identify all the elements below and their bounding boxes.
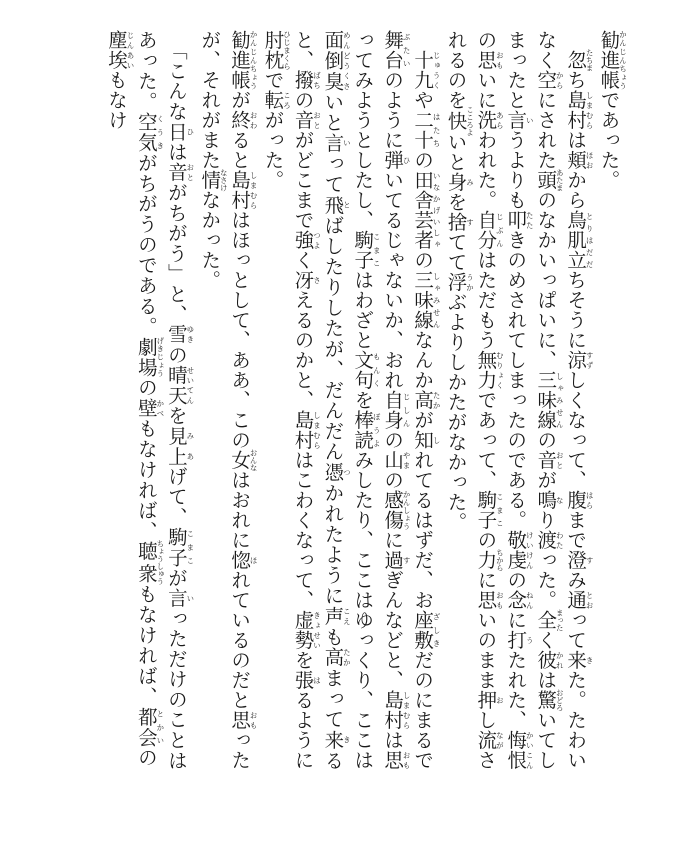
furigana-reading: き [342, 729, 352, 750]
furigana-word: 肘枕ひじまくら [261, 30, 292, 70]
furigana-reading: たた [525, 210, 535, 230]
furigana-word: 言い [321, 132, 352, 154]
furigana-reading: おも [495, 50, 505, 70]
furigana-word: 駒子こまこ [164, 527, 195, 568]
furigana-reading: ほ [249, 550, 259, 570]
furigana-reading: いなかげいしゃ [432, 170, 442, 250]
furigana-reading: おと [312, 110, 322, 130]
furigana-reading: み [465, 172, 475, 192]
furigana-reading: とお [585, 590, 595, 610]
furigana-word: 舞台ぶたい [381, 30, 412, 70]
furigana-reading: げきじょう [155, 336, 165, 378]
furigana-reading: わた [555, 530, 565, 550]
furigana-word: 声こえ [321, 606, 352, 627]
furigana-reading: おわ [249, 110, 259, 130]
furigana-reading: ねん [525, 590, 535, 610]
furigana-reading: おも [402, 750, 412, 770]
furigana-reading: な [555, 490, 565, 510]
furigana-reading: むりょく [495, 350, 505, 390]
furigana-word: 田舎芸者いなかげいしゃ [411, 170, 442, 250]
furigana-reading: う [525, 630, 535, 650]
furigana-word: 過す [381, 550, 412, 570]
furigana-reading: せいてん [185, 364, 195, 406]
furigana-word: 音おと [291, 110, 322, 130]
furigana-word: 敬虔けいけん [504, 530, 535, 570]
furigana-reading: しまむら [585, 90, 595, 130]
furigana-reading: こまこ [372, 230, 382, 270]
furigana-word: 勧進帳かんじんちょう [228, 30, 259, 90]
furigana-reading: くうき [155, 111, 165, 153]
furigana-word: 腹はら [564, 490, 595, 510]
furigana-reading: こころよ [465, 106, 475, 136]
furigana-reading: おどろ [555, 688, 565, 712]
furigana-reading: とかい [155, 706, 165, 748]
furigana-reading: ひ [402, 150, 412, 170]
furigana-word: 音おと [164, 162, 195, 183]
furigana-reading: じんあい [126, 30, 135, 70]
furigana-reading: もんく [372, 350, 382, 390]
furigana-reading: こまこ [185, 527, 195, 568]
furigana-reading: かんじんちょう [249, 30, 259, 90]
furigana-reading: す [465, 212, 475, 232]
furigana-reading: はたち [432, 110, 442, 150]
furigana-reading: おも [249, 710, 259, 730]
furigana-word: 虚勢きょせい [291, 610, 322, 650]
furigana-reading: は [312, 670, 322, 690]
furigana-word: 思おも [228, 710, 259, 730]
furigana-word: 驚おどろ [534, 688, 565, 712]
furigana-word: 島村しまむら [291, 410, 322, 450]
furigana-word: 自分じぶん [474, 210, 505, 250]
furigana-reading: から [555, 70, 565, 90]
furigana-reading: なが [495, 730, 505, 750]
furigana-reading: たか [432, 390, 442, 410]
furigana-word: 文句もんく [351, 350, 382, 390]
furigana-reading: こまこ [495, 490, 505, 530]
furigana-word: 日ひ [164, 121, 195, 142]
paragraph: 勧進帳かんじんちょうが終おわると島村しまむらはほっとして、ああ、この女おんなはおれに惚ほれているのだと思おもったが、それがまた情なさけなかった。 [198, 30, 259, 770]
furigana-word: 頬ほお [564, 150, 595, 170]
furigana-word: 鳥肌立とりはだだ [564, 210, 595, 270]
furigana-reading: じゅうく [432, 50, 442, 90]
furigana-word: 力ちから [474, 548, 505, 572]
furigana-reading: ぶたい [402, 30, 412, 70]
furigana-word: 澄す [564, 550, 595, 570]
furigana-reading: ゆき [185, 324, 195, 345]
furigana-reading: やま [402, 450, 412, 470]
furigana-word: 情なさけ [198, 168, 229, 192]
furigana-word: 浮うか [444, 272, 475, 292]
furigana-reading: す [402, 550, 412, 570]
furigana-reading: おと [555, 450, 565, 470]
furigana-word: 来き [321, 729, 352, 751]
furigana-word: 高たか [321, 647, 352, 668]
paragraph: 忽たちまち島村しまむらは頬ほおから鳥肌立とりはだだちそうに涼すずしくなって、腹はらまで澄すみ通とおって来きた。たわいなく空からにされた頭あたまのなかいっぱいに、三味線しゃみせんの音おとが鳴なり渡わたった。全まったく彼かれは驚おどろいてしまったと言いうよりも叩たたきのめされてしまったのである。敬虔けいけんの念ねんに打うたれた、悔恨かいこんの思おもいに洗あらわれた。自分じぶんはただもう無力むりょくであって、駒子こまこの力ちからに思おもいのまま押おし流ながされるのを快こころよいと身みを捨すてて浮うかぶよりしかたがなかった。 [444, 30, 595, 770]
furigana-word: 洗あら [474, 110, 505, 130]
furigana-word: 捨す [444, 212, 475, 232]
furigana-reading: すず [585, 350, 595, 370]
furigana-word: 言い [504, 110, 535, 130]
paragraph: 勧進帳かんじんちょうであった。 [597, 30, 628, 190]
furigana-reading: つ [342, 462, 352, 483]
furigana-reading: かれ [555, 650, 565, 670]
furigana-word: 終おわ [228, 110, 259, 130]
furigana-reading: つよ [312, 230, 322, 250]
furigana-word: 頭あたま [534, 168, 565, 192]
furigana-reading: うか [465, 272, 475, 292]
furigana-word: 三味線しゃみせん [411, 270, 442, 330]
furigana-word: 流なが [474, 730, 505, 750]
furigana-reading: おんな [249, 448, 259, 472]
furigana-word: 島村しまむら [228, 170, 259, 210]
furigana-reading: きょせい [312, 610, 322, 650]
furigana-word: 涼すず [564, 350, 595, 370]
furigana-word: 感傷かんしょう [381, 490, 412, 530]
furigana-reading: しゃみせん [432, 270, 442, 330]
furigana-word: 座敷ざしき [411, 610, 442, 650]
furigana-word: 憑つ [321, 462, 352, 483]
paragraph: 十九じゅうくや二十はたちの田舎芸者いなかげいしゃの三味線しゃみせんなんか高たかが知しれてるはずだ、お座敷ざしきだのにまるで舞台ぶたいのように弾ひいてるじゃないか、おれ自身じしんの山やまの感傷かんしょうに過すぎんなどと、島村しまむらは思おもってみようとしたし、駒子こまこはわざと文句もんくを棒読ぼうよみしたり、ここはゆっくり、ここは面倒臭めんどうくさいと言いって飛とばしたりしたが、だんだん憑つかれたように声こえも高たかまって来きると、撥ばちの音おとがどこまで強つよく冴さえるのかと、島村しまむらはこわくなって、虚勢きょせいを張はるように肘枕ひじまくらで転ころがった。 [261, 30, 442, 771]
paragraph: 「こんな日ひは音おとがちがう」と、雪ゆきの晴天せいてんを見上みあげて、駒子こまこが言いっただけのことはあった。空気くうきがちがうのである。劇場げきじょうの壁かべもなければ、聴衆ちょうしゅうもなければ、都会とかいの塵埃じんあいもなけ [105, 30, 195, 771]
furigana-reading: かんしょう [402, 490, 412, 530]
furigana-word: 見上みあ [164, 425, 195, 467]
furigana-reading: ひ [185, 121, 195, 142]
furigana-reading: い [525, 110, 535, 130]
furigana-word: 壁かべ [134, 397, 165, 419]
furigana-reading: しまむら [402, 690, 412, 730]
furigana-reading: かべ [155, 397, 165, 418]
furigana-reading: しまむら [312, 410, 322, 450]
furigana-reading: ちから [495, 548, 505, 572]
furigana-word: 無力むりょく [474, 350, 505, 390]
furigana-reading: す [585, 550, 595, 570]
furigana-word: 劇場げきじょう [134, 336, 165, 378]
furigana-reading: こえ [342, 606, 352, 627]
furigana-word: 飛と [321, 194, 352, 216]
furigana-reading: たちま [585, 48, 595, 72]
furigana-word: 快こころよ [444, 106, 475, 136]
furigana-reading: ばち [312, 70, 322, 90]
furigana-reading: ちょうしゅう [155, 539, 165, 585]
furigana-word: 転ころ [261, 90, 292, 110]
furigana-reading: とりはだだ [585, 210, 595, 270]
furigana-word: 都会とかい [134, 706, 165, 748]
furigana-word: 空気くうき [134, 111, 165, 153]
furigana-word: 山やま [381, 450, 412, 470]
furigana-word: 女おんな [228, 448, 259, 472]
furigana-word: 押お [474, 690, 505, 710]
furigana-word: 自身じしん [381, 390, 412, 430]
furigana-reading: さ [312, 270, 322, 290]
furigana-word: 弾ひ [381, 150, 412, 170]
furigana-word: 勧進帳かんじんちょう [597, 30, 628, 90]
furigana-word: 三味線しゃみせん [534, 370, 565, 430]
furigana-word: 駒子こまこ [351, 230, 382, 270]
furigana-reading: はら [585, 490, 595, 510]
furigana-word: 念ねん [504, 590, 535, 610]
furigana-reading: お [495, 690, 505, 710]
furigana-reading: じしん [402, 390, 412, 430]
furigana-word: 惚ほ [228, 550, 259, 570]
furigana-word: 張は [291, 670, 322, 690]
furigana-reading: なさけ [219, 168, 229, 192]
furigana-word: 冴さ [291, 270, 322, 290]
furigana-reading: ころ [282, 90, 292, 110]
furigana-word: 島村しまむら [564, 90, 595, 130]
furigana-reading: まった [555, 608, 565, 632]
furigana-reading: しまむら [249, 170, 259, 210]
furigana-word: 駒子こまこ [474, 490, 505, 530]
furigana-word: 叩たた [504, 210, 535, 230]
furigana-word: 思おも [474, 50, 505, 70]
furigana-reading: しゃみせん [555, 370, 565, 430]
furigana-word: 言い [164, 587, 195, 609]
furigana-word: 通とお [564, 590, 595, 610]
furigana-word: 音おと [534, 450, 565, 470]
furigana-reading: ひじまくら [282, 30, 292, 70]
furigana-reading: じぶん [495, 210, 505, 250]
furigana-word: 面倒臭めんどうくさ [321, 30, 352, 92]
furigana-word: 身み [444, 172, 475, 192]
furigana-reading: あたま [555, 168, 565, 192]
furigana-word: 全まった [534, 608, 565, 632]
furigana-reading: おと [185, 162, 195, 183]
furigana-word: 知し [411, 430, 442, 450]
furigana-word: 渡わた [534, 530, 565, 550]
furigana-reading: ぼうよ [372, 410, 382, 450]
furigana-reading: めんどうくさ [342, 30, 352, 92]
furigana-reading: ほお [585, 150, 595, 170]
furigana-word: 十九じゅうく [411, 50, 442, 90]
furigana-word: 忽たちま [564, 48, 595, 72]
furigana-reading: おも [495, 590, 505, 610]
furigana-word: 高たか [411, 390, 442, 410]
furigana-word: 晴天せいてん [164, 364, 195, 406]
furigana-reading: かいこん [525, 730, 535, 770]
furigana-reading: かんじんちょう [618, 30, 628, 90]
furigana-word: 打う [504, 630, 535, 650]
furigana-reading: あら [495, 110, 505, 130]
furigana-word: 撥ばち [291, 70, 322, 90]
furigana-reading: い [342, 132, 352, 153]
furigana-word: 塵埃じんあい [105, 30, 135, 70]
furigana-reading: けいけん [525, 530, 535, 570]
furigana-word: 来き [564, 650, 595, 670]
furigana-word: 雪ゆき [164, 324, 195, 345]
furigana-word: 思おも [474, 590, 505, 610]
furigana-word: 思おも [381, 750, 412, 770]
vertical-text-body [101, 30, 627, 770]
furigana-word: 強つよ [291, 230, 322, 250]
furigana-word: 空から [534, 70, 565, 90]
furigana-word: 悔恨かいこん [504, 730, 535, 770]
furigana-reading: たか [342, 647, 352, 668]
furigana-reading: ざしき [432, 610, 442, 650]
furigana-word: 二十はたち [411, 110, 442, 150]
furigana-reading: と [342, 194, 352, 215]
furigana-word: 島村しまむら [381, 690, 412, 730]
furigana-word: 鳴な [534, 490, 565, 510]
furigana-reading: し [432, 430, 442, 450]
furigana-reading: い [185, 587, 195, 608]
furigana-word: 彼かれ [534, 650, 565, 670]
furigana-reading: き [585, 650, 595, 670]
furigana-word: 聴衆ちょうしゅう [134, 539, 165, 585]
furigana-reading: みあ [185, 425, 195, 467]
furigana-word: 棒読ぼうよ [351, 410, 382, 450]
